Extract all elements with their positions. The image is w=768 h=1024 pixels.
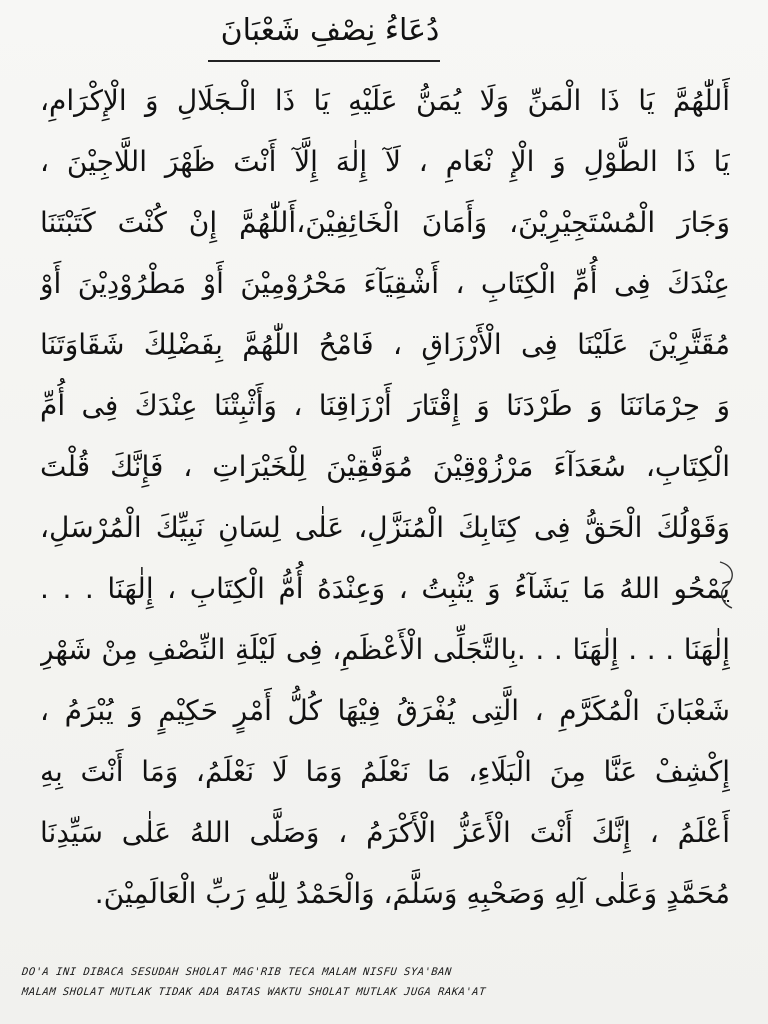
prayer-line: مُحَمَّدٍ وَعَلٰى آلِهِ وَصَحْبِهِ وَسَلَّمَ، وَالْحَمْدُ لِلّٰهِ رَبِّ الْعَالَمِيْنَ. — [94, 877, 730, 910]
prayer-title: دُعَاءُ نِصْفِ شَعْبَانَ — [220, 13, 440, 48]
prayer-line: أَعْلَمُ ، إِنَّكَ أَنْتَ الْأَعَزُّ الْأَكْرَمُ ، وَصَلَّى اللهُ عَلٰى سَيِّدِنَا — [40, 816, 730, 849]
prayer-line: وَقَوْلُكَ الْحَقُّ فِى كِتَابِكَ الْمُنَزَّلِ، عَلٰى لِسَانِ نَبِيِّكَ الْمُرْسَلِ، — [40, 511, 730, 544]
prayer-line: إِلٰهَنَا . . . إِلٰهَنَا . . .بِالتَّجَلِّى الْأَعْظَمِ، فِى لَيْلَةِ النِّصْفِ مِنْ شَهْرِ — [40, 633, 730, 666]
prayer-line: إِكْشِفْ عَنَّا مِنَ الْبَلَاءِ، مَا نَعْلَمُ وَمَا لَا نَعْلَمُ، وَمَا أَنْتَ بِهِ — [40, 755, 730, 788]
handwritten-note-line: DO'A INI DIBACA SESUDAH SHOLAT MAG'RIB TECA MALAM NISFU SYA'BAN — [21, 966, 453, 978]
prayer-line: وَجَارَ الْمُسْتَجِيْرِيْنَ، وَأَمَانَ الْخَائِفِيْنَ،أَللّٰهُمَّ إِنْ كُنْتَ كَتَبْتَنَا — [40, 206, 730, 239]
prayer-line: أَللّٰهُمَّ يَا ذَا الْمَنِّ وَلَا يُمَنُّ عَلَيْهِ يَا ذَا الْـجَلَالِ وَ الْإِكْرَامِ، — [40, 84, 730, 117]
prayer-line: وَ حِرْمَانَنَا وَ طَرْدَنَا وَ إِقْتَارَ أَرْزَاقِنَا ، وَأَثْبِتْنَا عِنْدَكَ فِى أُمِّ — [40, 389, 730, 422]
prayer-line: يَمْحُو اللهُ مَا يَشَآءُ وَ يُثْبِتُ ، وَعِنْدَهُ أُمُّ الْكِتَابِ ، إِلٰهَنَا . . . — [40, 572, 730, 605]
prayer-line: عِنْدَكَ فِى أُمِّ الْكِتَابِ ، أَشْقِيَآءَ مَحْرُوْمِيْنَ أَوْ مَطْرُوْدِيْنَ أَوْ — [40, 267, 730, 300]
prayer-body — [40, 70, 730, 950]
prayer-line: الْكِتَابِ، سُعَدَآءَ مَرْزُوْقِيْنَ مُوَفَّقِيْنَ لِلْخَيْرَاتِ ، فَإِنَّكَ قُلْتَ — [40, 450, 730, 483]
handwritten-note-line: MALAM SHOLAT MUTLAK TIDAK ADA BATAS WAKTU SHOLAT MUTLAK JUGA RAKA'AT — [21, 986, 487, 998]
margin-bracket-mark — [712, 560, 742, 610]
prayer-line: شَعْبَانَ الْمُكَرَّمِ ، الَّتِى يُفْرَقُ فِيْهَا كُلُّ أَمْرٍ حَكِيْمٍ وَ يُبْرَمُ ، — [40, 694, 730, 727]
prayer-line: مُقَتَّرِيْنَ عَلَيْنَا فِى الْأَرْزَاقِ ، فَامْحُ اللّٰهُمَّ بِفَضْلِكَ شَقَاوَتَنَا — [40, 328, 730, 361]
title-underline — [208, 60, 440, 62]
prayer-line: يَا ذَا الطَّوْلِ وَ الْإِ نْعَامِ ، لَآ إِلٰهَ إِلَّآ أَنْتَ ظَهْرَ اللَّاجِيْنَ ، — [40, 145, 730, 178]
